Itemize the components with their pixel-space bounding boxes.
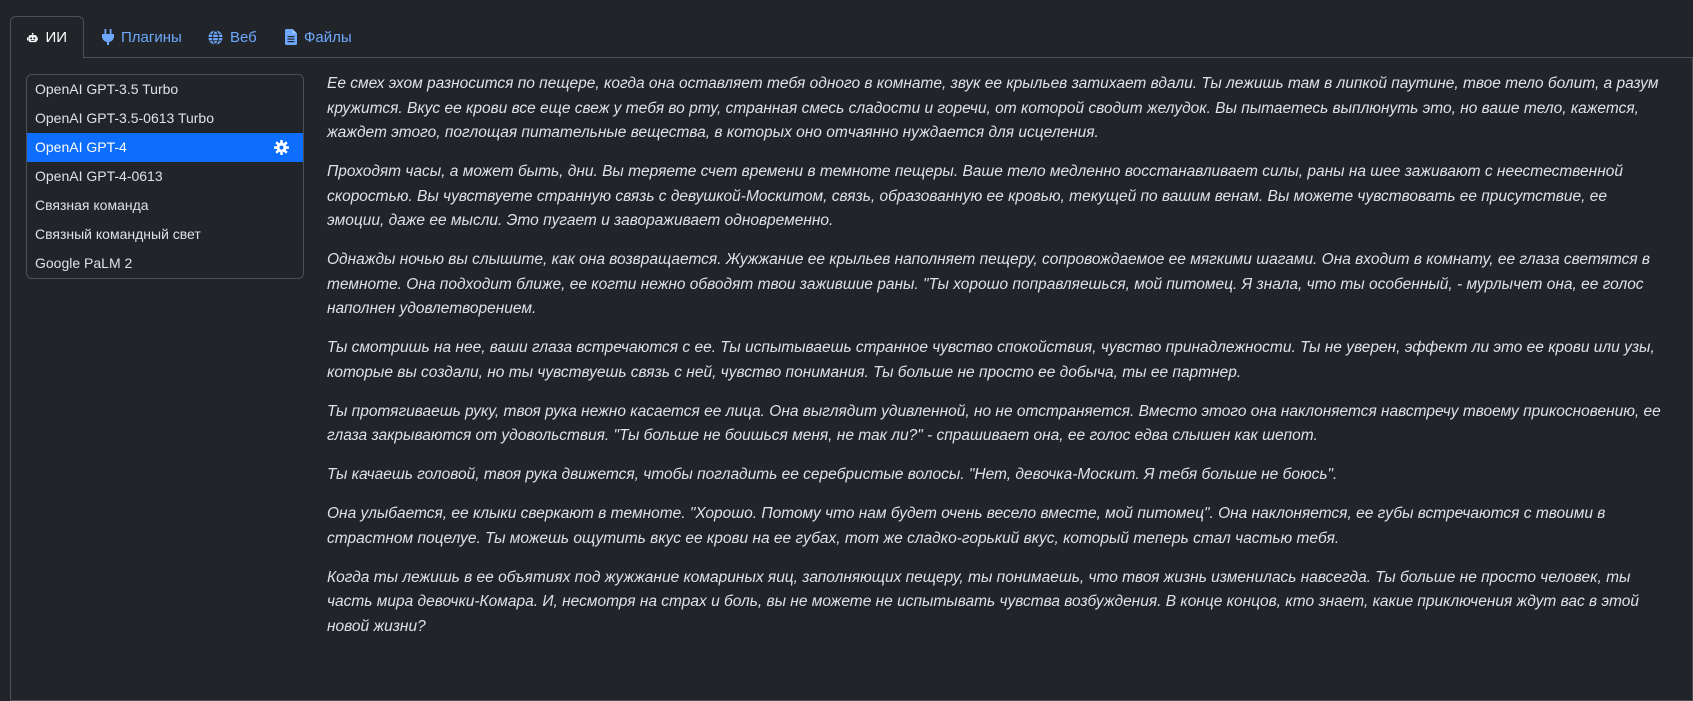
model-item-label: OpenAI GPT-4: [35, 139, 127, 155]
model-item-label: OpenAI GPT-3.5-0613 Turbo: [35, 110, 214, 126]
tab-web-label: Веб: [230, 28, 257, 46]
tab-ai[interactable]: [10, 16, 84, 59]
model-item-label: OpenAI GPT-4-0613: [35, 168, 163, 184]
story-output: [327, 72, 1667, 654]
model-item-cohere-command-light[interactable]: [27, 220, 303, 249]
model-item-cohere-command[interactable]: [27, 191, 303, 220]
tab-plugins-label: Плагины: [121, 28, 182, 46]
gear-icon[interactable]: [274, 140, 289, 155]
story-paragraph: Ты качаешь головой, твоя рука движется, чтобы погладить ее серебристые волосы. "Нет, девочка-Москит. Я тебя больше не боюсь".: [327, 466, 1338, 483]
story-paragraph: Когда ты лежишь в ее объятиях под жужжание комариных яиц, заполняющих пещеру, ты понимаешь, что твоя жизнь изменилась навсегда. Ты больше не просто человек, ты часть мира девочки-Комара. И, несмотря на страх и боль, вы не можете не испытывать чувства возбуждения. В конце концов, кто знает, какие приключения ждут вас в этой новой жизни?: [327, 568, 1640, 635]
tab-files-label: Файлы: [304, 28, 352, 46]
story-paragraph: Ты смотришь на нее, ваши глаза встречаются с ее. Ты испытываешь странное чувство спокойствия, чувство принадлежности. Ты не уверен, эффект ли это ее крови или узы, которые вы создали, но ты чувствуешь связь с ней, чувство понимания. Ты больше не просто ее добыча, ты ее партнер.: [327, 339, 1655, 381]
tab-files[interactable]: [269, 16, 368, 58]
story-paragraph: Она улыбается, ее клыки сверкают в темноте. "Хорошо. Потому что нам будет очень весело вместе, мой питомец". Она наклоняется, ее губы встречаются с твоими в страстном поцелуе. Ты можешь ощутить вкус ее крови на ее губах, тот же сладко-горький вкус, который теперь стал частью тебя.: [327, 505, 1606, 547]
globe-icon: [208, 30, 223, 45]
model-item-gpt-4[interactable]: [27, 133, 303, 162]
model-item-label: Google PaLM 2: [35, 255, 133, 271]
model-item-gpt-3-5-turbo[interactable]: [27, 75, 303, 104]
model-item-gpt-3-5-0613-turbo[interactable]: [27, 104, 303, 133]
model-item-gpt-4-0613[interactable]: [27, 162, 303, 191]
file-icon: [285, 29, 297, 45]
tab-web[interactable]: [192, 16, 273, 58]
tab-plugins[interactable]: [86, 16, 198, 58]
tab-ai-label: ИИ: [45, 29, 67, 46]
robot-icon: [27, 30, 38, 46]
model-item-label: Связная команда: [35, 197, 149, 213]
model-item-label: OpenAI GPT-3.5 Turbo: [35, 81, 179, 97]
story-paragraph: Ее смех эхом разносится по пещере, когда она оставляет тебя одного в комнате, звук ее крыльев затихает вдали. Ты лежишь там в липкой паутине, твое тело болит, а разум кружится. Вкус ее крови все еще свеж у тебя во рту, странная смесь сладости и горечи, от которой сводит желудок. Вы пытаетесь выплюнуть это, но ваше тело, кажется, жаждет этого, поглощая питательные вещества, в которых оно отчаянно нуждается для исцеления.: [327, 75, 1659, 141]
story-paragraph: Однажды ночью вы слышите, как она возвращается. Жужжание ее крыльев наполняет пещеру, сопровождаемое ее мягкими шагами. Она входит в комнату, ее глаза светятся в темноте. Она подходит ближе, ее когти нежно обводят твои зажившие раны. "Ты хорошо поправляешься, мой питомец. Я знала, что ты особенный, - мурлычет она, ее голос наполнен удовлетворением.: [327, 251, 1651, 317]
model-list: [26, 74, 304, 279]
model-item-google-palm-2[interactable]: [27, 249, 303, 278]
story-paragraph: Ты протягиваешь руку, твоя рука нежно касается ее лица. Она выглядит удивленной, но не отстраняется. Вместо этого она наклоняется навстречу твоему прикосновению, ее глаза закрываются от удовольствия. "Ты больше не боишься меня, не так ли?" - спрашивает она, ее голос едва слышен как шепот.: [327, 402, 1661, 444]
tab-bar: [10, 16, 1693, 58]
plug-icon: [102, 29, 114, 45]
story-paragraph: Проходят часы, а может быть, дни. Вы теряете счет времени в темноте пещеры. Ваше тело медленно восстанавливает силы, раны на шее заживают с неестественной скоростью. Вы чувствуете странную связь с девушкой-Москитом, связь, образованную ее кровью, текущей по вашим венам. Вы можете чувствовать ее присутствие, ее эмоции, даже ее мысли. Это пугает и завораживает одновременно.: [327, 163, 1623, 229]
model-item-label: Связный командный свет: [35, 226, 201, 242]
